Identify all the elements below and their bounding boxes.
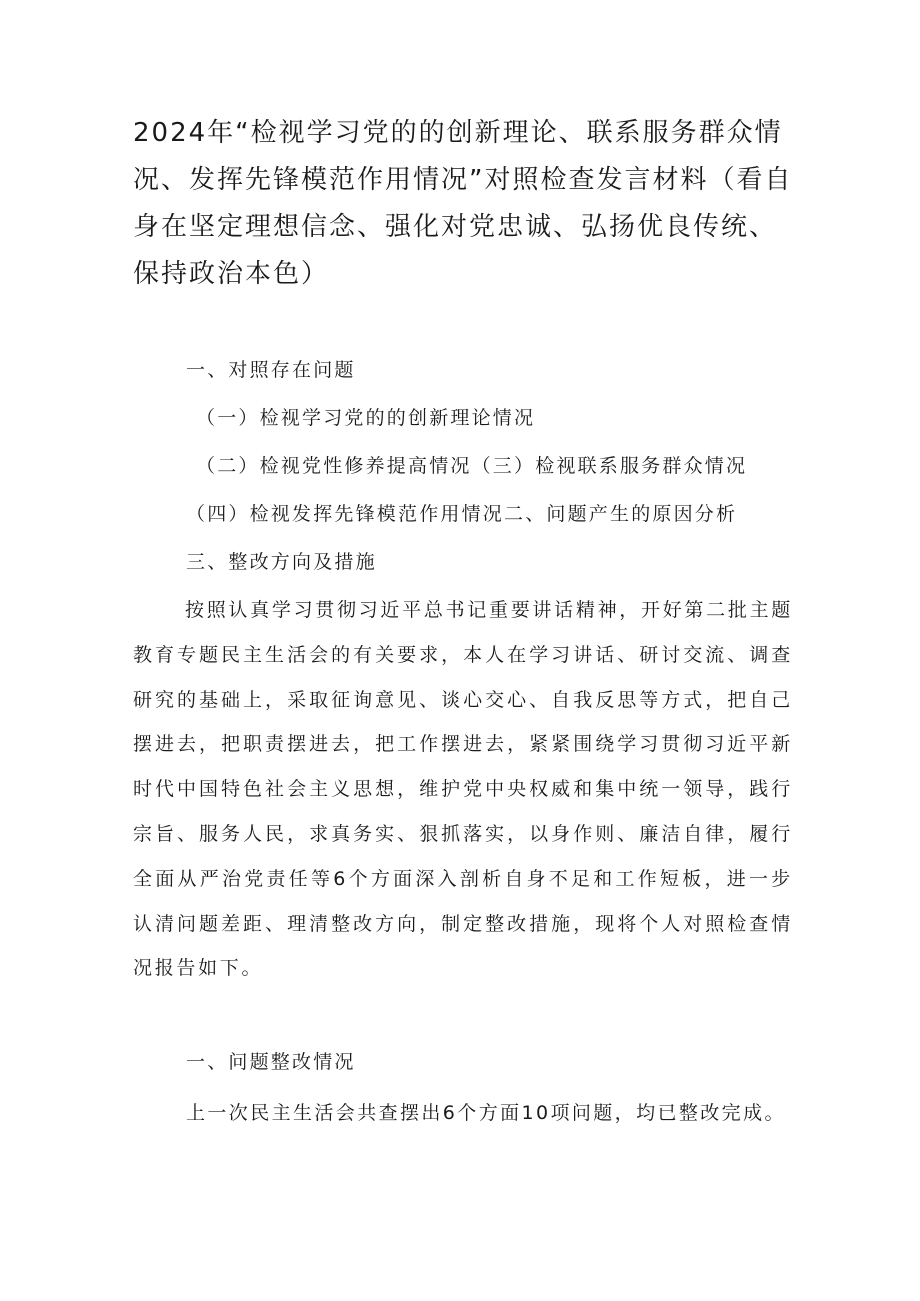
subsection-item-1: （一）检视学习党的的创新理论情况: [196, 407, 536, 429]
section-heading-rectification-status: 一、问题整改情况: [186, 1051, 356, 1073]
subsection-item-4-and-section-2: （四）检视发挥先锋模范作用情况二、问题产生的原因分析: [186, 503, 738, 525]
intro-paragraph: 按照认真学习贯彻习近平总书记重要讲话精神，开好第二批主题教育专题民主生活会的有关要求，本人在学习讲话、研讨交流、调查研究的基础上，采取征询意见、谈心交心、自我反思等方式，把自己摆进去，把职责摆进去，把工作摆进去，紧紧围绕学习贯彻习近平新时代中国特色社会主义思想，维护党中央权威和集中统一领导，践行宗旨、服务人民，求真务实、狠抓落实，以身作则、廉洁自律，履行全面从严治党责任等6个方面深入剖析自身不足和工作短板，进一步认清问题差距、理清整改方向，制定整改措施，现将个人对照检查情况报告如下。: [133, 599, 793, 980]
rectification-summary: 上一次民主生活会共查摆出6个方面10项问题，均已整改完成。: [186, 1102, 786, 1124]
document-title: 2024年“检视学习党的的创新理论、联系服务群众情况、发挥先锋模范作用情况”对照检查发言材料（看自身在坚定理想信念、强化对党忠诚、弘扬优良传统、保持政治本色）: [133, 118, 793, 289]
section-heading-problems: 一、对照存在问题: [186, 359, 356, 381]
section-heading-rectification-direction: 三、整改方向及措施: [186, 551, 377, 573]
subsection-items-2-3: （二）检视党性修养提高情况（三）检视联系服务群众情况: [196, 455, 748, 477]
